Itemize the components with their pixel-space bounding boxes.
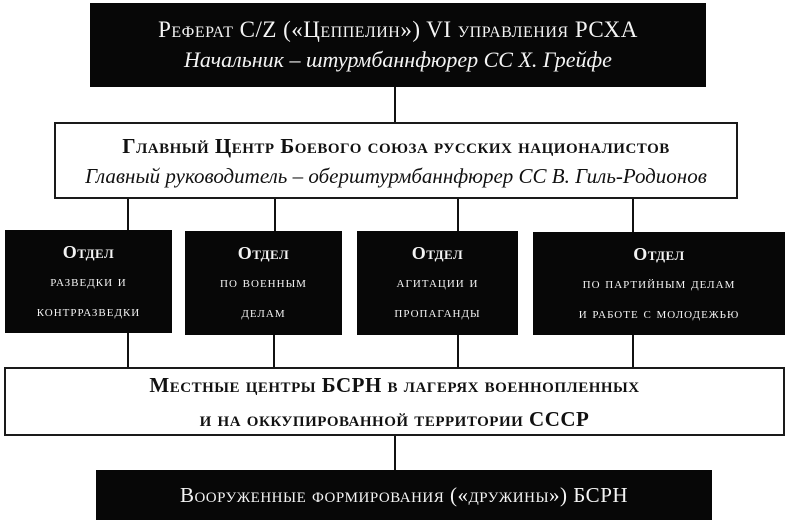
connector-dept-2-to-local — [273, 335, 275, 368]
top-box-subtitle: Начальник – штурмбаннфюрер СС Х. Грейфе — [184, 47, 612, 72]
dept-heading: Отдел — [411, 243, 464, 263]
local-centers-box — [4, 367, 785, 436]
connector-dept-3-to-local — [457, 335, 459, 368]
dept-line: и работе с молодежью — [578, 305, 740, 322]
dept-line: по военным — [220, 275, 307, 291]
dept-heading: Отдел — [633, 243, 685, 264]
dept-agitation-propaganda — [357, 231, 518, 335]
dept-line: делам — [241, 305, 286, 321]
dept-line: пропаганды — [394, 305, 481, 321]
connector-top-to-main — [394, 87, 396, 122]
bottom-box-armed-units — [96, 470, 712, 520]
dept-line: контрразведки — [36, 303, 141, 320]
local-centers-line-1: Местные центры БСРН в лагерях военнопленных — [149, 372, 640, 397]
top-box-zeppelin-referat — [90, 3, 706, 87]
connector-main-to-dept-3 — [457, 199, 459, 231]
dept-party-youth — [533, 232, 785, 335]
connector-main-to-dept-4 — [632, 199, 634, 232]
dept-heading: Отдел — [62, 241, 115, 262]
connector-local-to-bottom — [394, 436, 396, 471]
main-center-title: Главный Центр Боевого союза русских националистов — [122, 133, 670, 158]
dept-line: агитации и — [396, 275, 479, 291]
local-centers-line-2: и на оккупированной территории СССР — [199, 406, 590, 431]
connector-main-to-dept-2 — [274, 199, 276, 231]
dept-intelligence — [5, 230, 172, 333]
dept-line: разведки и — [50, 273, 127, 290]
connector-main-to-dept-1 — [127, 199, 129, 231]
connector-dept-4-to-local — [632, 335, 634, 368]
dept-line: по партийным делам — [582, 275, 736, 292]
main-center-box — [54, 122, 738, 199]
bottom-box-title: Вооруженные формирования («дружины») БСРН — [179, 483, 629, 507]
connector-dept-1-to-local — [127, 333, 129, 368]
top-box-title: Реферат C/Z («Цеппелин») VI управления РСХА — [158, 17, 638, 42]
main-center-subtitle: Главный руководитель – оберштурмбаннфюрер СС В. Гиль-Родионов — [85, 163, 707, 188]
dept-military-affairs — [185, 231, 342, 335]
dept-heading: Отдел — [237, 243, 290, 263]
